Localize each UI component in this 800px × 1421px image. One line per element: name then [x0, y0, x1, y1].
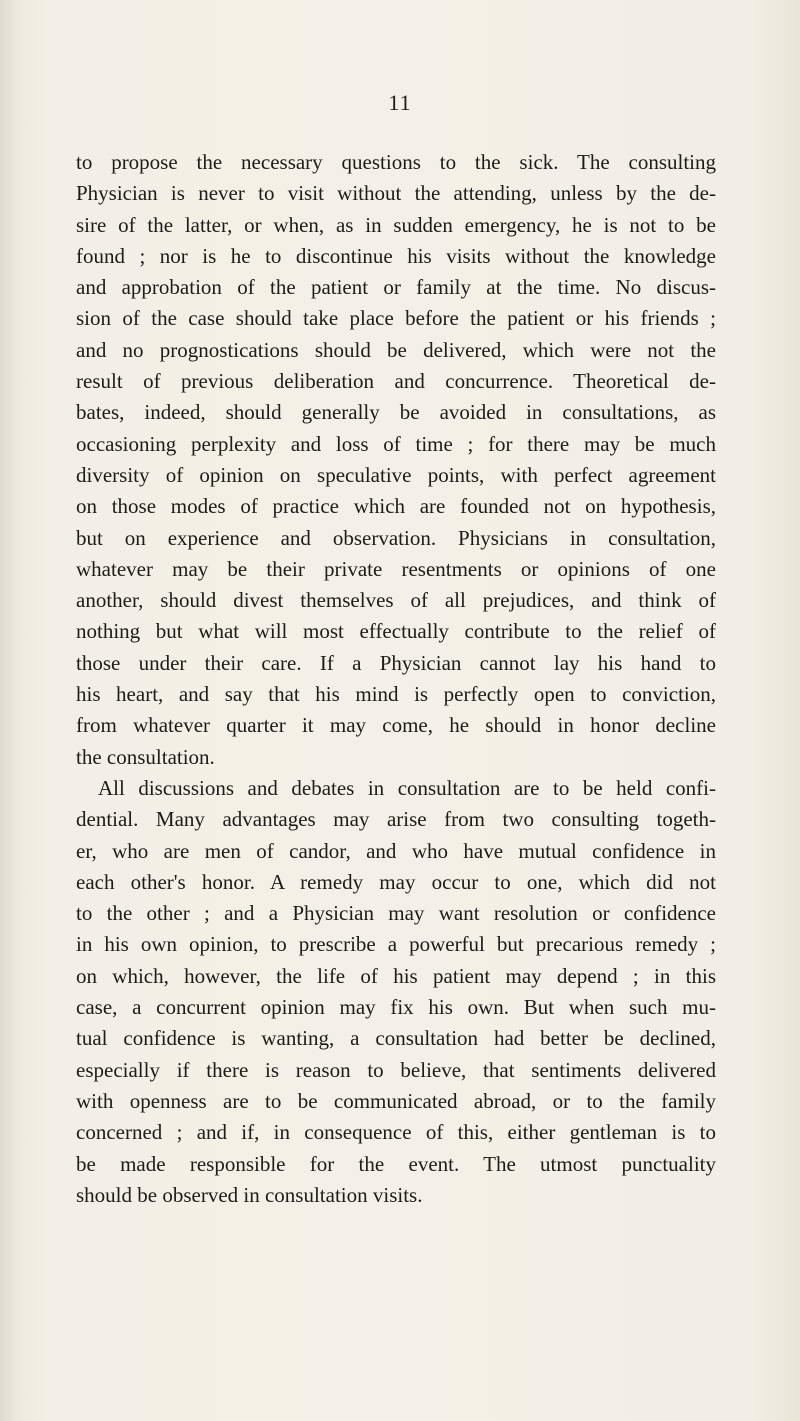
- text-line: but on experience and observation. Physicians in consultation,: [76, 525, 716, 550]
- text-line: on which, however, the life of his patient may depend ; in this: [76, 963, 716, 988]
- text-line: to propose the necessary questions to the sick. The consulting: [76, 150, 716, 174]
- page-edge-shadow: [0, 0, 18, 1421]
- text-line: be made responsible for the event. The utmost punctuality: [76, 1151, 716, 1176]
- text-line: whatever may be their private resentments or opinions of one: [76, 556, 716, 581]
- text-line: sion of the case should take place before the patient or his friends ;: [76, 306, 716, 331]
- text-line: diversity of opinion on speculative points, with perfect agreement: [76, 462, 716, 487]
- text-line: result of previous deliberation and concurrence. Theoretical de-: [76, 369, 716, 394]
- paragraph-start-line: All discussions and debates in consultation are to be held confi-: [98, 775, 716, 800]
- text-line: from whatever quarter it may come, he should in honor decline: [76, 713, 716, 738]
- text-line: case, a concurrent opinion may fix his own. But when such mu-: [76, 995, 716, 1020]
- text-line: found ; nor is he to discontinue his visits without the knowledge: [76, 243, 716, 268]
- text-line: dential. Many advantages may arise from two consulting togeth-: [76, 807, 716, 832]
- text-line: tual confidence is wanting, a consultation had better be declined,: [76, 1026, 716, 1051]
- text-line: his heart, and say that his mind is perfectly open to conviction,: [76, 682, 716, 707]
- text-line: in his own opinion, to prescribe a powerful but precarious remedy ;: [76, 932, 716, 957]
- text-line: er, who are men of candor, and who have mutual confidence in: [76, 838, 716, 863]
- text-line: with openness are to be communicated abroad, or to the family: [76, 1088, 716, 1113]
- text-line: nothing but what will most effectually contribute to the relief of: [76, 619, 716, 644]
- text-line: on those modes of practice which are founded not on hypothesis,: [76, 494, 716, 519]
- text-line: occasioning perplexity and loss of time ; for there may be much: [76, 431, 716, 456]
- text-line: to the other ; and a Physician may want resolution or confidence: [76, 901, 716, 926]
- text-line: those under their care. If a Physician cannot lay his hand to: [76, 650, 716, 675]
- text-line: and no prognostications should be delivered, which were not the: [76, 337, 716, 362]
- text-line: and approbation of the patient or family at the time. No discus-: [76, 275, 716, 300]
- text-line: another, should divest themselves of all prejudices, and think of: [76, 588, 716, 613]
- text-line: Physician is never to visit without the attending, unless by the de-: [76, 181, 716, 206]
- text-line: sire of the latter, or when, as in sudden emergency, he is not to be: [76, 212, 716, 237]
- body-text: [76, 147, 716, 1211]
- text-line: bates, indeed, should generally be avoided in consultations, as: [76, 400, 716, 425]
- text-line: especially if there is reason to believe, that sentiments delivered: [76, 1057, 716, 1082]
- paragraph-end-line: the consultation.: [76, 744, 215, 769]
- text-line: each other's honor. A remedy may occur to one, which did not: [76, 869, 716, 894]
- text-line: concerned ; and if, in consequence of this, either gentleman is to: [76, 1120, 716, 1145]
- page-number: 11: [388, 90, 412, 115]
- paragraph-end-line: should be observed in consultation visits.: [76, 1182, 423, 1207]
